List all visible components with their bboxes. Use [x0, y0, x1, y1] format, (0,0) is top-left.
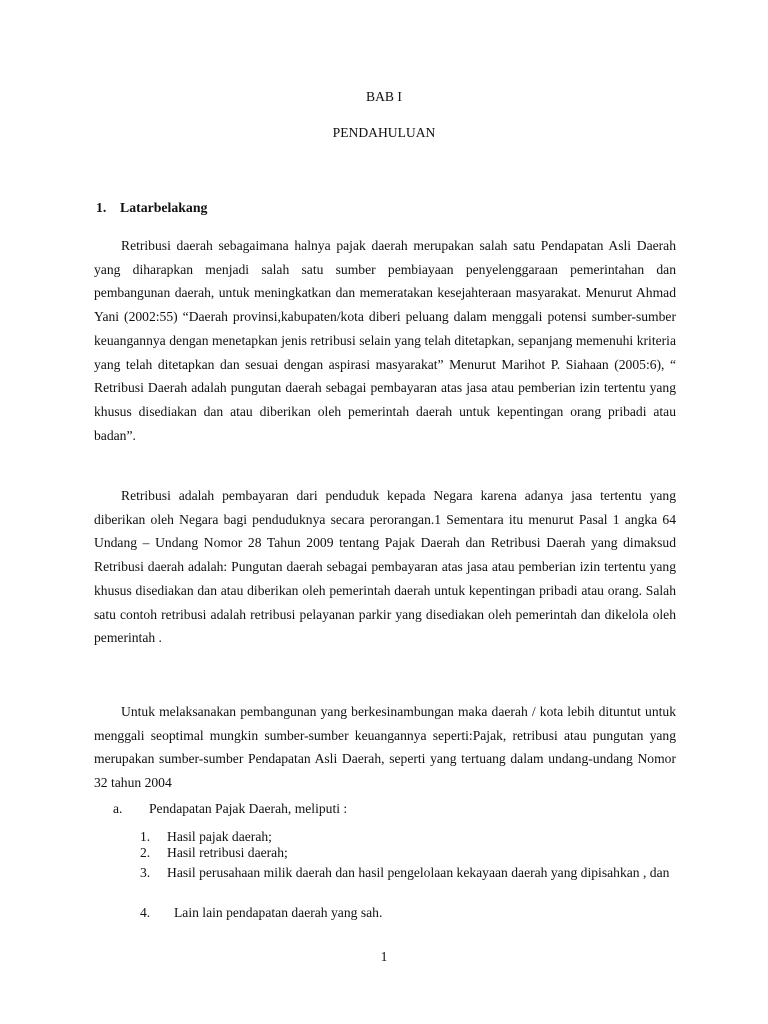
list-marker: 4. — [140, 905, 151, 920]
list-marker: a. — [113, 801, 123, 816]
chapter-title: PENDAHULUAN — [332, 125, 436, 140]
list-item-text: Hasil pajak daerah; — [167, 829, 272, 844]
paragraph-text: Retribusi adalah pembayaran dari penduduk kepada Negara karena adanya jasa tertentu yang diberikan oleh Negara bagi penduduknya secara perorangan.1 Sementara itu menurut Pasal 1 angka 64 Undang – Undang Nomor 28 Tahun 2009 tentang Pajak Daerah dan Retribusi Daerah yang dimaksud Retribusi daerah adalah: Pungutan daerah sebagai pembayaran atas jasa atau pemberian izin tertentu yang khusus disediakan dan atau diberikan oleh pemerintah daerah untuk kepentingan pribadi atau orang. Salah satu contoh retribusi adalah retribusi pelayanan parkir yang disediakan oleh pemerintah dan dikelola oleh pemerintah . — [94, 488, 676, 646]
section-number: 1. — [96, 200, 107, 215]
list-label: Pendapatan Pajak Daerah, meliputi : — [149, 801, 348, 816]
chapter-label: BAB I — [366, 89, 402, 104]
section-heading — [96, 200, 207, 216]
list-item — [140, 845, 676, 861]
paragraph-1 — [94, 234, 676, 447]
page-number: 1 — [380, 949, 388, 964]
list-item-text: Hasil perusahaan milik daerah dan hasil pengelolaan kekayaan daerah yang dipisahkan , dan — [167, 865, 670, 880]
section-heading-text: Latarbelakang — [120, 200, 208, 215]
list-marker: 3. — [140, 865, 151, 880]
paragraph-2 — [94, 484, 676, 650]
list-item — [140, 829, 676, 845]
paragraph-text: Untuk melaksanakan pembangunan yang berkesinambungan maka daerah / kota lebih dituntut untuk menggali seoptimal mungkin sumber-sumber keuangannya seperti:Pajak, retribusi atau pungutan yang merupakan sumber-sumber Pendapatan Asli Daerah, seperti yang tertuang dalam undang-undang Nomor 32 tahun 2004 — [94, 704, 676, 791]
list-marker: 2. — [140, 844, 151, 860]
list-marker: 1. — [140, 829, 151, 844]
list-item — [140, 905, 382, 921]
list-item-text: Lain lain pendapatan daerah yang sah. — [174, 905, 383, 920]
list-item-a — [113, 801, 347, 817]
list-item — [140, 861, 676, 885]
paragraph-text: Retribusi daerah sebagaimana halnya pajak daerah merupakan salah satu Pendapatan Asli Daerah yang diharapkan menjadi salah satu sumber pembiayaan penyelenggaraan pemerintahan dan pembangunan daerah, untuk meningkatkan dan memeratakan kesejahteraan masyarakat. Menurut Ahmad Yani (2002:55) “Daerah provinsi,kabupaten/kota diberi peluang dalam menggali potensi sumber-sumber keuangannya dengan menetapkan jenis retribusi selain yang telah ditetapkan, sepanjang memenuhi kriteria yang telah ditetapkan dan sesuai dengan aspirasi masyarakat” Menurut Marihot P. Siahaan (2005:6), “ Retribusi Daerah adalah pungutan daerah sebagai pembayaran atas jasa atau pemberian izin tertentu yang khusus disediakan dan atau diberikan oleh pemerintah daerah untuk kepentingan orang pribadi atau badan”. — [94, 238, 676, 443]
sublist — [140, 829, 676, 860]
paragraph-3 — [94, 700, 676, 795]
list-item-text: Hasil retribusi daerah; — [167, 844, 288, 860]
